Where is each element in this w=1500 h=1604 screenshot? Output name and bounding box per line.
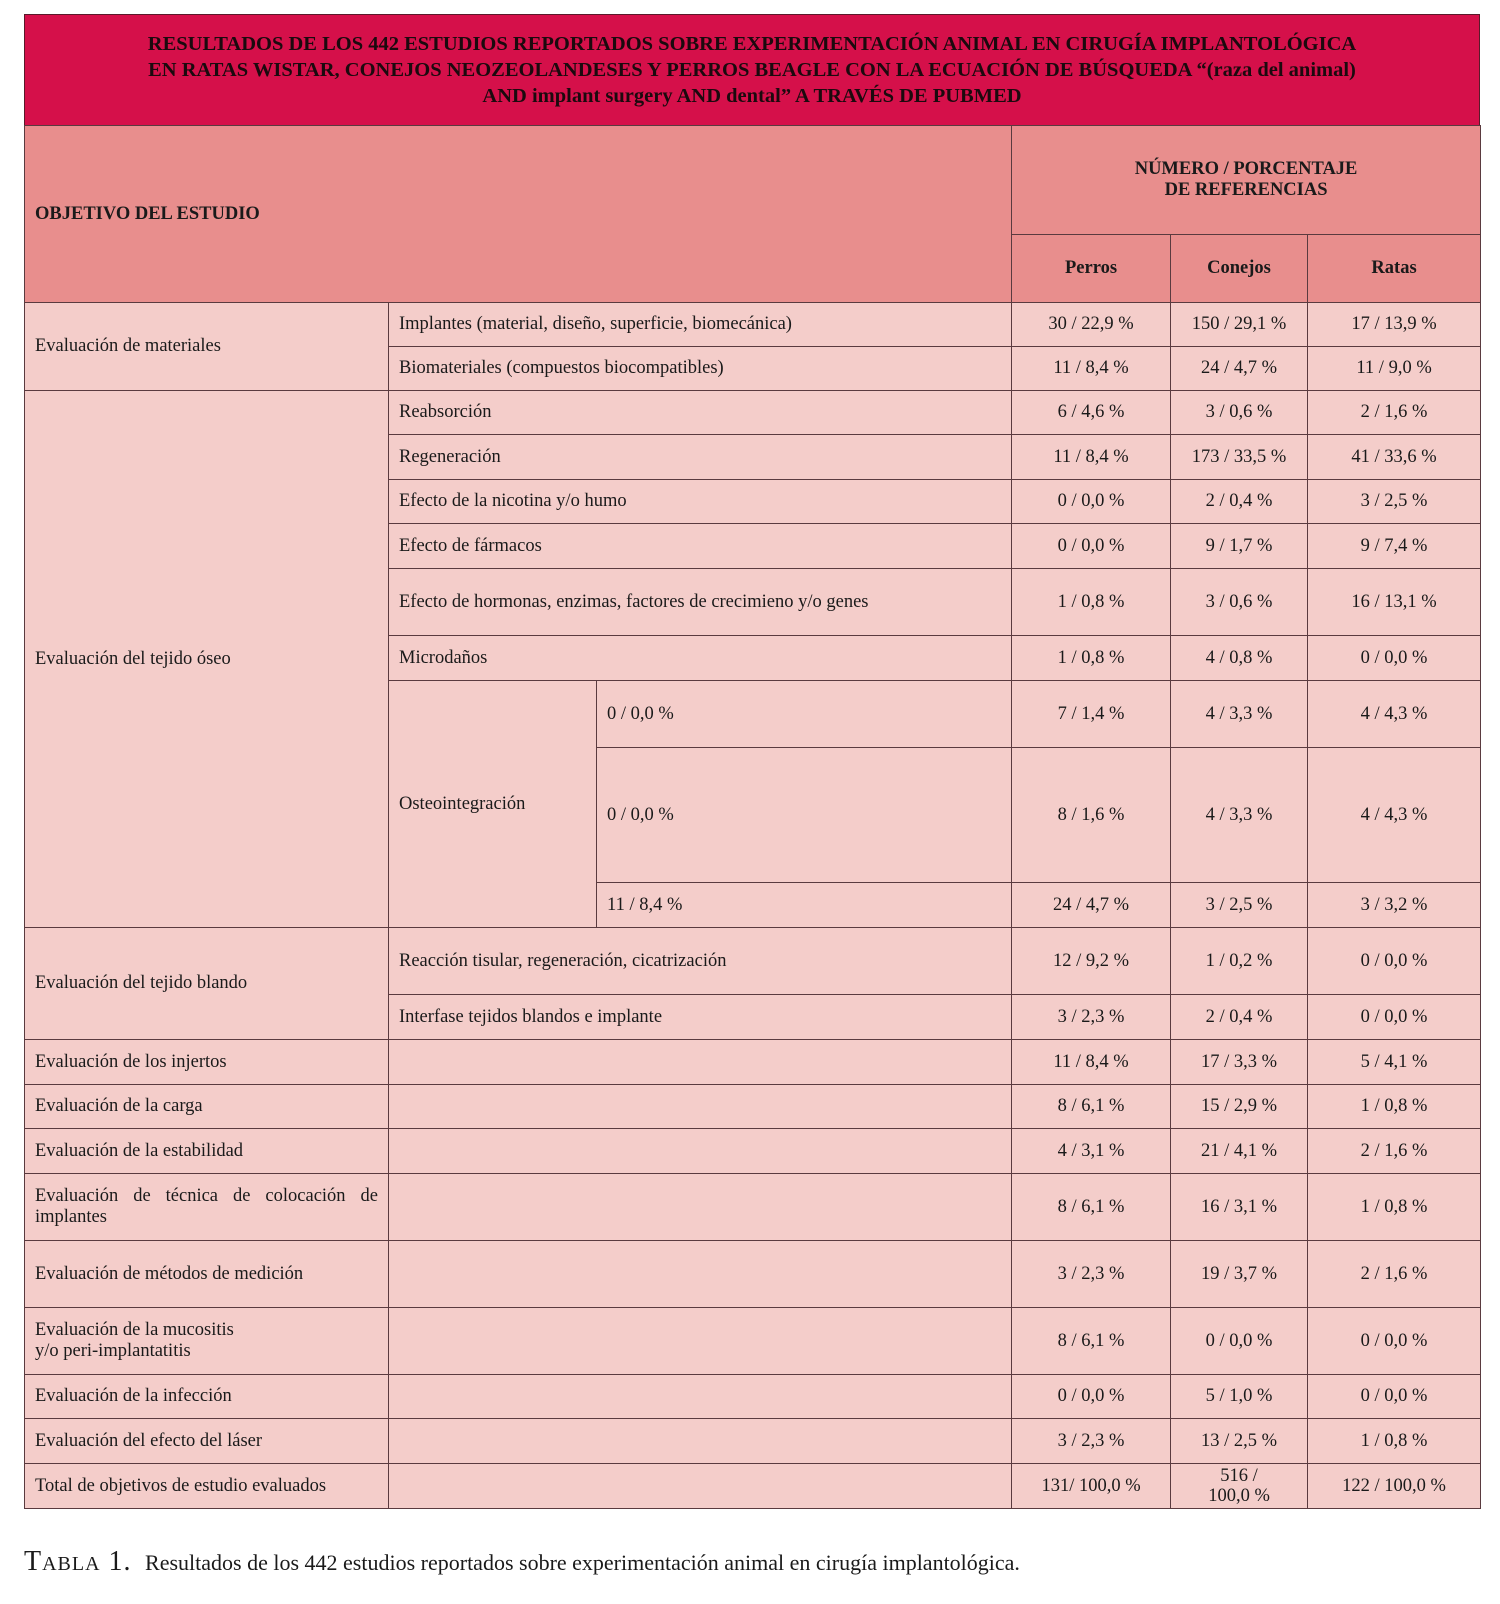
cell-rats: 2 / 1,6 %	[1308, 391, 1481, 435]
cell-rabbits: 2 / 0,4 %	[1171, 480, 1308, 524]
group-label-line: implantes	[35, 1207, 107, 1227]
table-row-total	[25, 1464, 1481, 1509]
header-col-rabbits: Conejos	[1171, 235, 1308, 303]
group-label: Evaluación de materiales	[25, 303, 389, 391]
empty-cell	[389, 1129, 1012, 1174]
caption-tag: Tabla 1.	[24, 1546, 132, 1577]
empty-cell	[389, 1040, 1012, 1085]
table-row	[25, 303, 1481, 347]
cell-rabbits: 3 / 0,6 %	[1171, 569, 1308, 636]
cell-rabbits: 4 / 0,8 %	[1171, 636, 1308, 681]
cell-dogs: 131/ 100,0 %	[1012, 1464, 1171, 1509]
empty-cell	[389, 1419, 1012, 1464]
cell-rats: 17 / 13,9 %	[1308, 303, 1481, 347]
cell-dogs: 3 / 2,3 %	[1012, 1241, 1171, 1308]
cell-dogs: 11 / 8,4 %	[1012, 347, 1171, 391]
row-label: Interfase tejidos blandos e implante	[389, 995, 1012, 1040]
cell-rats: 9 / 7,4 %	[1308, 524, 1481, 569]
cell-dogs: 3 / 2,3 %	[1012, 1419, 1171, 1464]
cell-rats: 1 / 0,8 %	[1308, 1085, 1481, 1129]
cell-rats: 4 / 4,3 %	[1308, 681, 1481, 748]
row-label: Efecto de fármacos	[389, 524, 1012, 569]
table-row	[25, 1040, 1481, 1085]
group-label	[25, 1308, 389, 1375]
cell-line: 516 /	[1220, 1466, 1258, 1486]
cell-dogs: 0 / 0,0 %	[1012, 1375, 1171, 1419]
table-row	[25, 391, 1481, 435]
table-title-line: AND implant surgery AND dental” A TRAVÉS DE PUBMED	[482, 85, 1022, 107]
table-title	[148, 31, 1356, 109]
group-label: Evaluación de la infección	[25, 1375, 389, 1419]
cell-dogs: 12 / 9,2 %	[1012, 928, 1171, 995]
row-label: Efecto de la nicotina y/o humo	[389, 480, 1012, 524]
group-label: Evaluación de la carga	[25, 1085, 389, 1129]
row-label: 11 / 8,4 %	[597, 883, 1012, 928]
group-label: Evaluación de métodos de medición	[25, 1241, 389, 1308]
cell-rats: 5 / 4,1 %	[1308, 1040, 1481, 1085]
cell-rats: 0 / 0,0 %	[1308, 928, 1481, 995]
group-label: Evaluación de la estabilidad	[25, 1129, 389, 1174]
cell-rats: 0 / 0,0 %	[1308, 1375, 1481, 1419]
empty-cell	[389, 1085, 1012, 1129]
table-title-line: EN RATAS WISTAR, CONEJOS NEOZEOLANDESES Y PERROS BEAGLE CON LA ECUACIÓN DE BÚSQUEDA “(raza del animal)	[148, 59, 1356, 81]
cell-rats: 16 / 13,1 %	[1308, 569, 1481, 636]
row-label: Reabsorción	[389, 391, 1012, 435]
table-title-bar	[24, 14, 1480, 125]
cell-rabbits: 16 / 3,1 %	[1171, 1174, 1308, 1241]
row-label: Biomateriales (compuestos biocompatibles)	[389, 347, 1012, 391]
cell-rats: 3 / 3,2 %	[1308, 883, 1481, 928]
cell-rabbits: 24 / 4,7 %	[1171, 347, 1308, 391]
cell-rabbits: 4 / 3,3 %	[1171, 748, 1308, 883]
cell-rats: 2 / 1,6 %	[1308, 1241, 1481, 1308]
cell-rabbits: 17 / 3,3 %	[1171, 1040, 1308, 1085]
cell-rabbits	[1171, 1464, 1308, 1509]
table-row	[25, 1174, 1481, 1241]
empty-cell	[389, 1174, 1012, 1241]
cell-dogs: 8 / 6,1 %	[1012, 1308, 1171, 1375]
row-label: Efecto de hormonas, enzimas, factores de crecimieno y/o genes	[389, 569, 1012, 636]
cell-dogs: 1 / 0,8 %	[1012, 569, 1171, 636]
cell-rats: 2 / 1,6 %	[1308, 1129, 1481, 1174]
cell-dogs: 0 / 0,0 %	[1012, 524, 1171, 569]
cell-rabbits: 2 / 0,4 %	[1171, 995, 1308, 1040]
row-label: Implantes (material, diseño, superficie, biomecánica)	[389, 303, 1012, 347]
cell-rabbits: 3 / 2,5 %	[1171, 883, 1308, 928]
table-row	[25, 1129, 1481, 1174]
cell-rabbits: 13 / 2,5 %	[1171, 1419, 1308, 1464]
cell-rabbits: 4 / 3,3 %	[1171, 681, 1308, 748]
group-label-line: Evaluación de técnica de colocación de	[35, 1186, 378, 1206]
group-label: Evaluación de los injertos	[25, 1040, 389, 1085]
cell-dogs: 30 / 22,9 %	[1012, 303, 1171, 347]
cell-rabbits: 9 / 1,7 %	[1171, 524, 1308, 569]
group-label: Evaluación del tejido blando	[25, 928, 389, 1040]
header-number-percentage	[1012, 126, 1481, 235]
cell-dogs: 8 / 6,1 %	[1012, 1085, 1171, 1129]
table-caption	[24, 1546, 1020, 1578]
cell-dogs: 11 / 8,4 %	[1012, 435, 1171, 480]
empty-cell	[389, 1464, 1012, 1509]
table-row	[25, 1375, 1481, 1419]
header-number-line: NÚMERO / PORCENTAJE	[1134, 159, 1358, 179]
row-label: 0 / 0,0 %	[597, 681, 1012, 748]
group-label: Evaluación del efecto del láser	[25, 1419, 389, 1464]
cell-rats: 122 / 100,0 %	[1308, 1464, 1481, 1509]
header-number-line: DE REFERENCIAS	[1164, 180, 1328, 200]
cell-dogs: 6 / 4,6 %	[1012, 391, 1171, 435]
cell-rats: 1 / 0,8 %	[1308, 1174, 1481, 1241]
cell-dogs: 3 / 2,3 %	[1012, 995, 1171, 1040]
table-row	[25, 1085, 1481, 1129]
cell-dogs: 24 / 4,7 %	[1012, 883, 1171, 928]
cell-dogs: 8 / 6,1 %	[1012, 1174, 1171, 1241]
cell-rabbits: 150 / 29,1 %	[1171, 303, 1308, 347]
row-label: Regeneración	[389, 435, 1012, 480]
cell-rats: 0 / 0,0 %	[1308, 636, 1481, 681]
cell-rabbits: 0 / 0,0 %	[1171, 1308, 1308, 1375]
empty-cell	[389, 1308, 1012, 1375]
row-label: Reacción tisular, regeneración, cicatrización	[389, 928, 1012, 995]
cell-rabbits: 19 / 3,7 %	[1171, 1241, 1308, 1308]
cell-dogs: 8 / 1,6 %	[1012, 748, 1171, 883]
cell-dogs: 0 / 0,0 %	[1012, 480, 1171, 524]
cell-rats: 0 / 0,0 %	[1308, 995, 1481, 1040]
cell-rabbits: 173 / 33,5 %	[1171, 435, 1308, 480]
group-label: Total de objetivos de estudio evaluados	[25, 1464, 389, 1509]
cell-rats: 3 / 2,5 %	[1308, 480, 1481, 524]
header-objective: OBJETIVO DEL ESTUDIO	[25, 126, 1012, 303]
cell-rats: 41 / 33,6 %	[1308, 435, 1481, 480]
cell-dogs: 7 / 1,4 %	[1012, 681, 1171, 748]
group-label-line: Evaluación de la mucositis	[35, 1320, 234, 1340]
cell-dogs: 4 / 3,1 %	[1012, 1129, 1171, 1174]
row-label: 0 / 0,0 %	[597, 748, 1012, 883]
cell-line: 100,0 %	[1208, 1486, 1270, 1506]
results-table-container	[24, 14, 1480, 1509]
caption-text: Resultados de los 442 estudios reportados sobre experimentación animal en cirugía implantológica.	[145, 1550, 1020, 1575]
cell-rats: 1 / 0,8 %	[1308, 1419, 1481, 1464]
table-row	[25, 1241, 1481, 1308]
cell-dogs: 1 / 0,8 %	[1012, 636, 1171, 681]
cell-dogs: 11 / 8,4 %	[1012, 1040, 1171, 1085]
subgroup-label: Osteointegración	[389, 681, 597, 928]
cell-rabbits: 3 / 0,6 %	[1171, 391, 1308, 435]
table-row	[25, 1419, 1481, 1464]
cell-rabbits: 5 / 1,0 %	[1171, 1375, 1308, 1419]
cell-rabbits: 1 / 0,2 %	[1171, 928, 1308, 995]
cell-rabbits: 21 / 4,1 %	[1171, 1129, 1308, 1174]
table-row	[25, 928, 1481, 995]
row-label: Microdaños	[389, 636, 1012, 681]
cell-rats: 0 / 0,0 %	[1308, 1308, 1481, 1375]
group-label: Evaluación del tejido óseo	[25, 391, 389, 928]
table-title-line: RESULTADOS DE LOS 442 ESTUDIOS REPORTADOS SOBRE EXPERIMENTACIÓN ANIMAL EN CIRUGÍA IMPLANTOLÓGICA	[147, 33, 1357, 55]
group-label	[25, 1174, 389, 1241]
header-col-dogs: Perros	[1012, 235, 1171, 303]
results-table	[24, 125, 1481, 1509]
empty-cell	[389, 1241, 1012, 1308]
table-row	[25, 1308, 1481, 1375]
group-label-line: y/o peri-implantatitis	[35, 1341, 191, 1361]
empty-cell	[389, 1375, 1012, 1419]
cell-rats: 4 / 4,3 %	[1308, 748, 1481, 883]
cell-rabbits: 15 / 2,9 %	[1171, 1085, 1308, 1129]
cell-rats: 11 / 9,0 %	[1308, 347, 1481, 391]
header-col-rats: Ratas	[1308, 235, 1481, 303]
